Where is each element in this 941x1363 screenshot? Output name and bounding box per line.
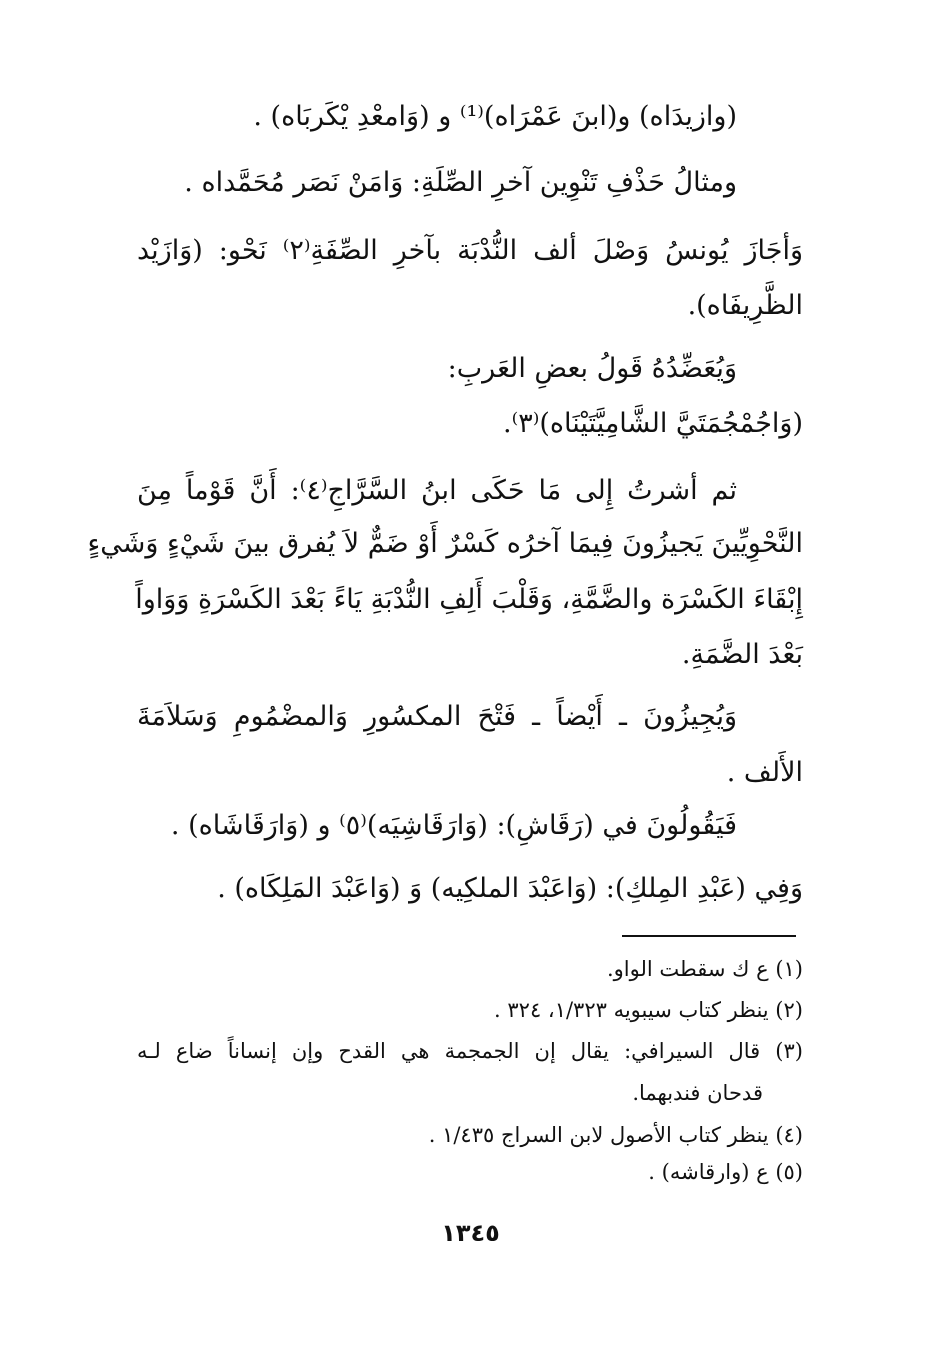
body-line-12: الأَلف . <box>726 757 803 788</box>
body-line-9: إِبْقَاءَ الكَسْرَة والضَّمَّةِ، وَقَلْبَ أَلِفِ النُّدْبَةِ يَاءً بَعْدَ الكَسْرَةِ وَوَاواً <box>135 584 803 615</box>
body-line-1: (وازيدَاه) و(ابنَ عَمْرَاه)⁽¹⁾ و (وَامعْدِ يْكَربَاه) . <box>253 101 737 132</box>
body-line-10: بَعْدَ الضَّمَةِ. <box>681 639 803 670</box>
footnote-2: (٢) ينظر كتاب سيبويه ١/٣٢٣، ٣٢٤ . <box>494 998 803 1022</box>
body-line-5: وَيُعَضِّدُهُ قَولُ بعضِ العَربِ: <box>447 353 737 384</box>
body-line-13: فَيَقُولُونَ في (رَقَاشِ): (وَارَقَاشِيَه)⁽٥⁾ و (وَارَقَاشَاه) . <box>170 810 737 841</box>
body-line-6: (وَاجُمْجُمَتَيَّ الشَّامِيَّتَيْنَاه)⁽٣⁾. <box>502 408 803 439</box>
footnote-5: (٥) ع (وارقاشه) . <box>648 1160 803 1184</box>
footnote-3-continuation: قدحان فندبهما. <box>632 1081 763 1105</box>
footnote-4: (٤) ينظر كتاب الأصول لابن السراج ١/٤٣٥ . <box>428 1123 803 1147</box>
footnote-3: (٣) قال السيرافي: يقال إن الجمجمة هي القدح وإن إنساناً ضاع لـه <box>137 1039 803 1063</box>
page-number: ١٣٤٥ <box>441 1219 500 1247</box>
body-line-14: وَفِي (عَبْدِ المِلكِ): (وَاعَبْدَ الملكِيه) وَ (وَاعَبْدَ المَلِكَاه) . <box>217 873 803 904</box>
body-line-8: النَّحْوِيِّينَ يَجيزُونَ فِيمَا آخرُه كَسْرٌ أَوْ ضَمٌّ لاَ يُفرق بينَ شَيْءٍ وَشَيءٍ <box>87 528 803 559</box>
body-line-3: وَأجَازَ يُونسُ وَصْلَ ألف النُّدْبَة بآخرِ الصِّفَةِ⁽٢⁾ نَحْو: (وَازَيْد <box>137 235 803 266</box>
body-line-7: ثم أشرتُ إِلى مَا حَكَى ابنُ السَّرَّاجِ⁽٤⁾: أَنَّ قَوْماً مِنَ <box>137 475 737 506</box>
body-line-11: وَيُجِيزُونَ ـ أَيْضاً ـ فَتْحَ المكسُورِ وَالمضْمُومِ وَسَلاَمَةَ <box>137 701 737 732</box>
footnote-1: (١) ع ك سقطت الواو. <box>606 957 803 981</box>
body-line-2: ومثالُ حَذْفِ تَنْوِين آخرِ الصِّلَةِ: وَامَنْ نَصَر مُحَمَّداه . <box>184 167 737 198</box>
body-line-4: الظَّرِيفَاه). <box>687 290 803 321</box>
footnote-separator <box>622 935 796 937</box>
